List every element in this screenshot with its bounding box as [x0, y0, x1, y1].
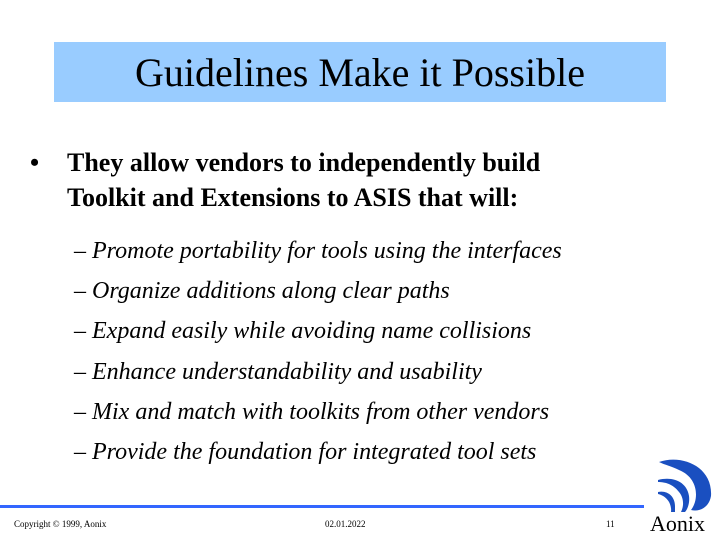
sub-point: – Promote portability for tools using the interfaces	[74, 238, 562, 264]
sub-point: – Provide the foundation for integrated tool sets	[74, 439, 537, 466]
footer-divider	[0, 505, 644, 508]
main-bullet	[30, 145, 670, 215]
sub-point: – Expand easily while avoiding name collisions	[74, 318, 532, 345]
brand-name: Aonix	[650, 511, 705, 536]
footer-date: 02.01.2022	[325, 519, 366, 529]
bullet-dot: •	[30, 148, 40, 177]
footer-copyright: Copyright © 1999, Aonix	[14, 519, 107, 529]
page-number: 11	[606, 519, 615, 529]
main-point-line-2: Toolkit and Extensions to ASIS that will:	[67, 183, 519, 212]
sub-point-list	[74, 231, 674, 472]
sub-point: – Mix and match with toolkits from other vendors	[74, 398, 550, 425]
main-point-line-1: They allow vendors to independently build	[67, 148, 541, 177]
sub-point: – Organize additions along clear paths	[74, 278, 450, 305]
aonix-swoosh-logo-icon	[655, 456, 713, 512]
slide-title: Guidelines Make it Possible	[135, 49, 585, 95]
sub-point: – Enhance understandability and usability	[74, 358, 482, 385]
title-banner	[54, 42, 666, 102]
